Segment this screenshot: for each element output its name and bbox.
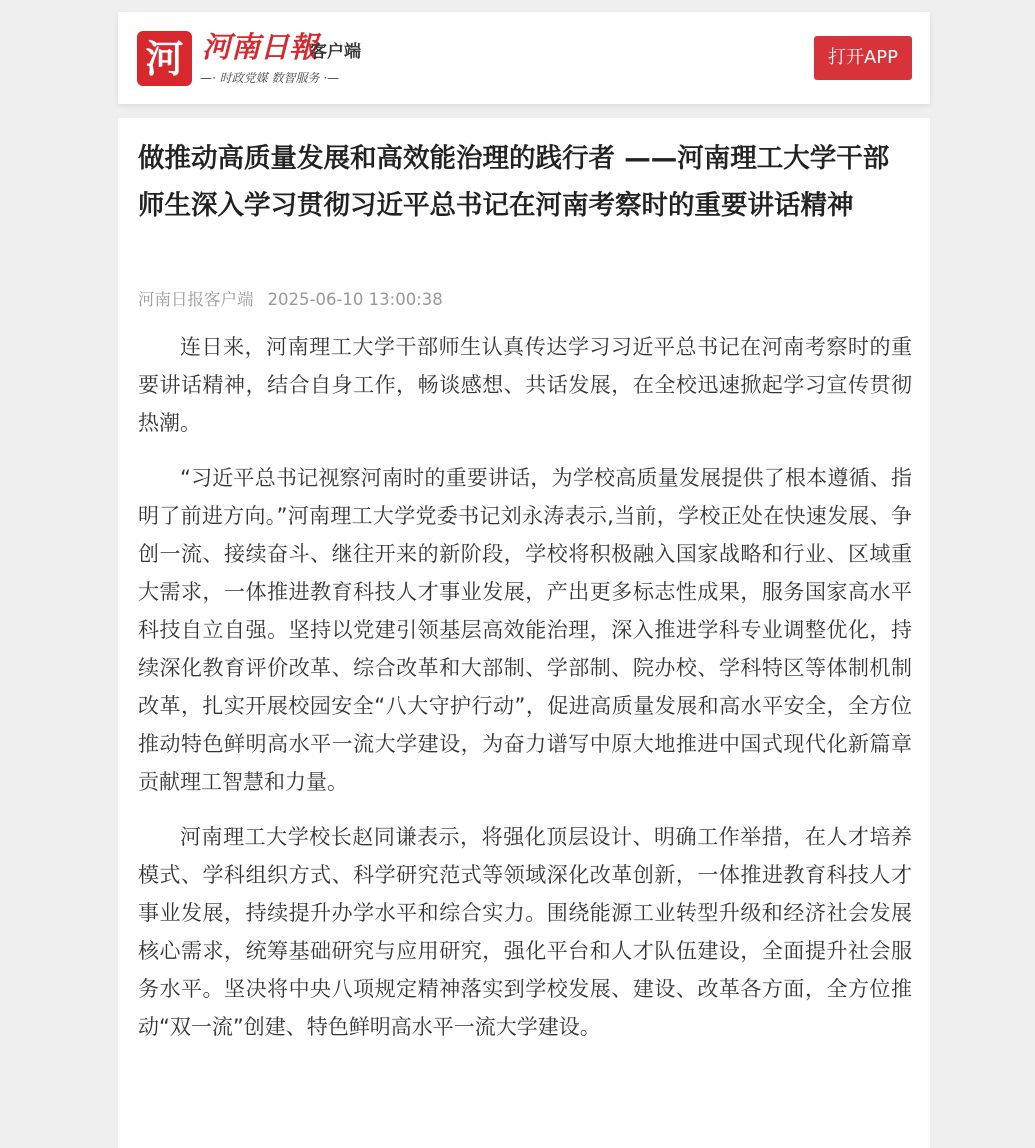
brand-name: 河南日報 [202,30,319,64]
article-source: 河南日报客户端 [138,290,254,309]
site-header [118,12,930,104]
brand-slogan: —· 时政党媒 数智服务 ·— [200,71,340,85]
article-container [118,118,930,1148]
article-time: 2025-06-10 13:00:38 [267,290,443,309]
article-paragraph: “习近平总书记视察河南时的重要讲话，为学校高质量发展提供了根本遵循、指明了前进方向。”河南理工大学党委书记刘永涛表示,当前，学校正处在快速发展、争创一流、接续奋斗、继往开来的新阶段，学校将积极融入国家战略和行业、区域重大需求，一体推进教育科技人才事业发展，产出更多标志性成果，服务国家高水平科技自立自强。坚持以党建引领基层高效能治理，深入推进学科专业调整优化，持续深化教育评价改革、综合改革和大部制、学部制、院办校、学科特区等体制机制改革，扎实开展校园安全“八大守护行动”，促进高质量发展和高水平安全，全方位推动特色鲜明高水平一流大学建设，为奋力谱写中原大地推进中国式现代化新篇章贡献理工智慧和力量。 [138,466,912,794]
article-title: 做推动高质量发展和高效能治理的践行者 ——河南理工大学干部师生深入学习贯彻习近平总书记在河南考察时的重要讲话精神 [138,143,890,221]
article-paragraph: 河南理工大学校长赵同谦表示，将强化顶层设计、明确工作举措，在人才培养模式、学科组织方式、科学研究范式等领域深化改革创新，一体推进教育科技人才事业发展，持续提升办学水平和综合实力。围绕能源工业转型升级和经济社会发展核心需求，统筹基础研究与应用研究，强化平台和人才队伍建设，全面提升社会服务水平。坚决将中央八项规定精神落实到学校发展、建设、改革各方面，全方位推动“双一流”创建、特色鲜明高水平一流大学建设。 [138,825,912,1039]
article-paragraph: 连日来，河南理工大学干部师生认真传达学习习近平总书记在河南考察时的重要讲话精神，结合自身工作，畅谈感想、共话发展，在全校迅速掀起学习宣传贯彻热潮。 [138,335,912,435]
brand-suffix: 客户端 [310,42,361,62]
henan-daily-logo-icon[interactable]: 河 [137,31,192,86]
article-body [138,328,912,1063]
article-meta [138,289,443,311]
open-app-button[interactable]: 打开APP [814,36,912,80]
